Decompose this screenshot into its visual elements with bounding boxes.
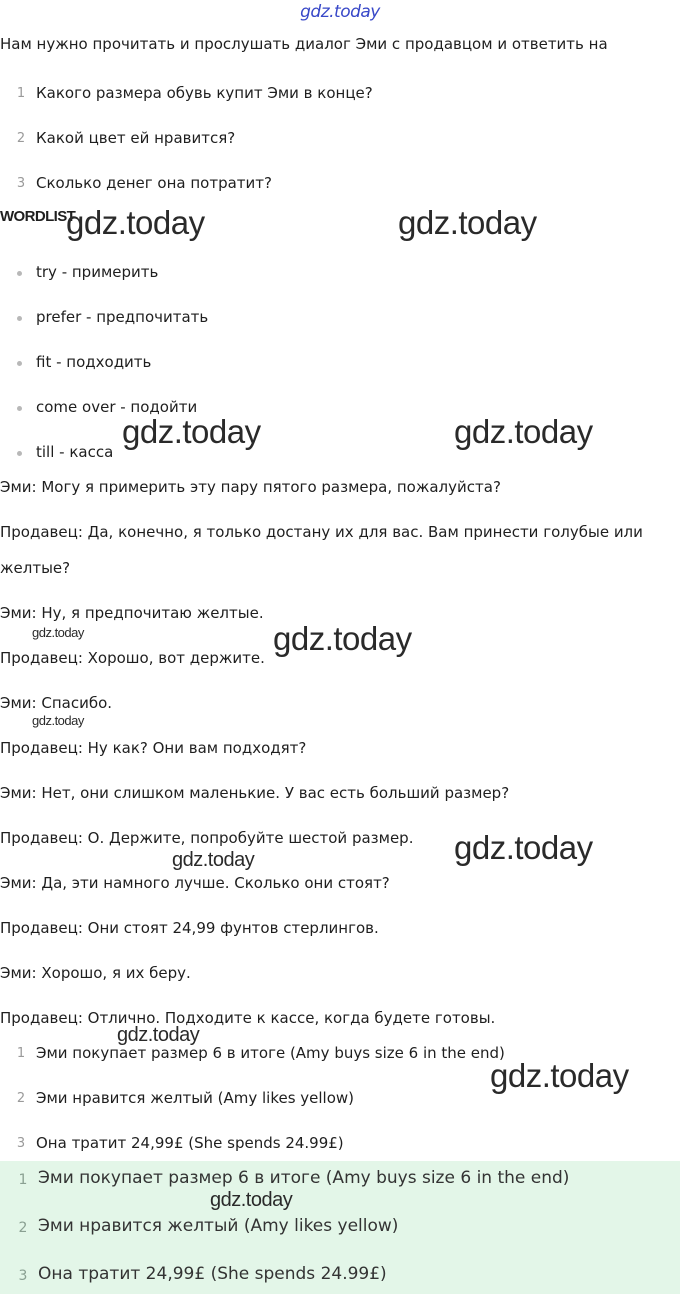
final-answer-item: Эми нравится желтый (Amy likes yellow) [38, 1216, 399, 1236]
bullet-icon [17, 406, 22, 411]
final-answer-item: Она тратит 24,99£ (She spends 24.99£) [38, 1264, 387, 1284]
final-answer-number: 2 [18, 1220, 28, 1236]
dialogue-line: Эми: Нет, они слишком маленькие. У вас есть больший размер? [0, 784, 510, 802]
final-answer-number: 1 [18, 1172, 28, 1188]
watermark-text: gdz.today [117, 1024, 200, 1046]
dialogue-line: Продавец: Ну как? Они вам подходят? [0, 739, 307, 757]
answer-item: Она тратит 24,99£ (She spends 24.99£) [36, 1134, 344, 1152]
question-item: Какого размера обувь купит Эми в конце? [36, 84, 373, 102]
question-number: 3 [16, 176, 26, 191]
dialogue-line: Эми: Могу я примерить эту пару пятого размера, пожалуйста? [0, 478, 501, 496]
dialogue-line: Продавец: О. Держите, попробуйте шестой размер. [0, 829, 414, 847]
watermark-text: gdz.today [32, 625, 84, 640]
watermark-text: gdz.today [454, 413, 593, 450]
answer-item: Эми покупает размер 6 в итоге (Amy buys size 6 in the end) [36, 1044, 505, 1062]
dialogue-line: Продавец: Хорошо, вот держите. [0, 649, 265, 667]
dialogue-line: Продавец: Отлично. Подходите к кассе, когда будете готовы. [0, 1009, 496, 1027]
dialogue-line: Эми: Ну, я предпочитаю желтые. [0, 604, 264, 622]
watermark-text: gdz.today [454, 829, 593, 866]
dialogue-line: желтые? [0, 559, 71, 577]
final-answer-item: Эми покупает размер 6 в итоге (Amy buys size 6 in the end) [38, 1168, 570, 1188]
answer-number: 2 [16, 1091, 26, 1106]
watermark-text: gdz.today [66, 204, 205, 241]
wordlist-item: try - примерить [36, 263, 159, 281]
wordlist-item: till - касса [36, 443, 114, 461]
top-watermark: gdz.today [300, 2, 380, 22]
question-item: Сколько денег она потратит? [36, 174, 272, 192]
wordlist-item: come over - подойти [36, 398, 198, 416]
dialogue-line: Эми: Спасибо. [0, 694, 113, 712]
answer-number: 1 [16, 1046, 26, 1061]
watermark-text: gdz.today [398, 204, 537, 241]
watermark-text: gdz.today [122, 413, 261, 450]
wordlist-item: fit - подходить [36, 353, 152, 371]
final-answer-number: 3 [18, 1268, 28, 1284]
dialogue-line: Продавец: Да, конечно, я только достану их для вас. Вам принести голубые или [0, 523, 643, 541]
question-item: Какой цвет ей нравится? [36, 129, 236, 147]
watermark-text: gdz.today [273, 620, 412, 657]
question-number: 1 [16, 86, 26, 101]
question-number: 2 [16, 131, 26, 146]
bullet-icon [17, 316, 22, 321]
dialogue-line: Эми: Хорошо, я их беру. [0, 964, 191, 982]
bullet-icon [17, 271, 22, 276]
wordlist-heading: WORDLIST [0, 208, 76, 225]
answer-number: 3 [16, 1136, 26, 1151]
bullet-icon [17, 361, 22, 366]
watermark-text: gdz.today [490, 1057, 629, 1094]
intro-text: Нам нужно прочитать и прослушать диалог Эми с продавцом и ответить на [0, 35, 608, 53]
watermark-text: gdz.today [172, 849, 255, 871]
dialogue-line: Эми: Да, эти намного лучше. Сколько они стоят? [0, 874, 390, 892]
dialogue-line: Продавец: Они стоят 24,99 фунтов стерлингов. [0, 919, 379, 937]
answer-item: Эми нравится желтый (Amy likes yellow) [36, 1089, 355, 1107]
watermark-text: gdz.today [32, 713, 84, 728]
wordlist-item: prefer - предпочитать [36, 308, 209, 326]
bullet-icon [17, 451, 22, 456]
watermark-text: gdz.today [210, 1189, 293, 1211]
